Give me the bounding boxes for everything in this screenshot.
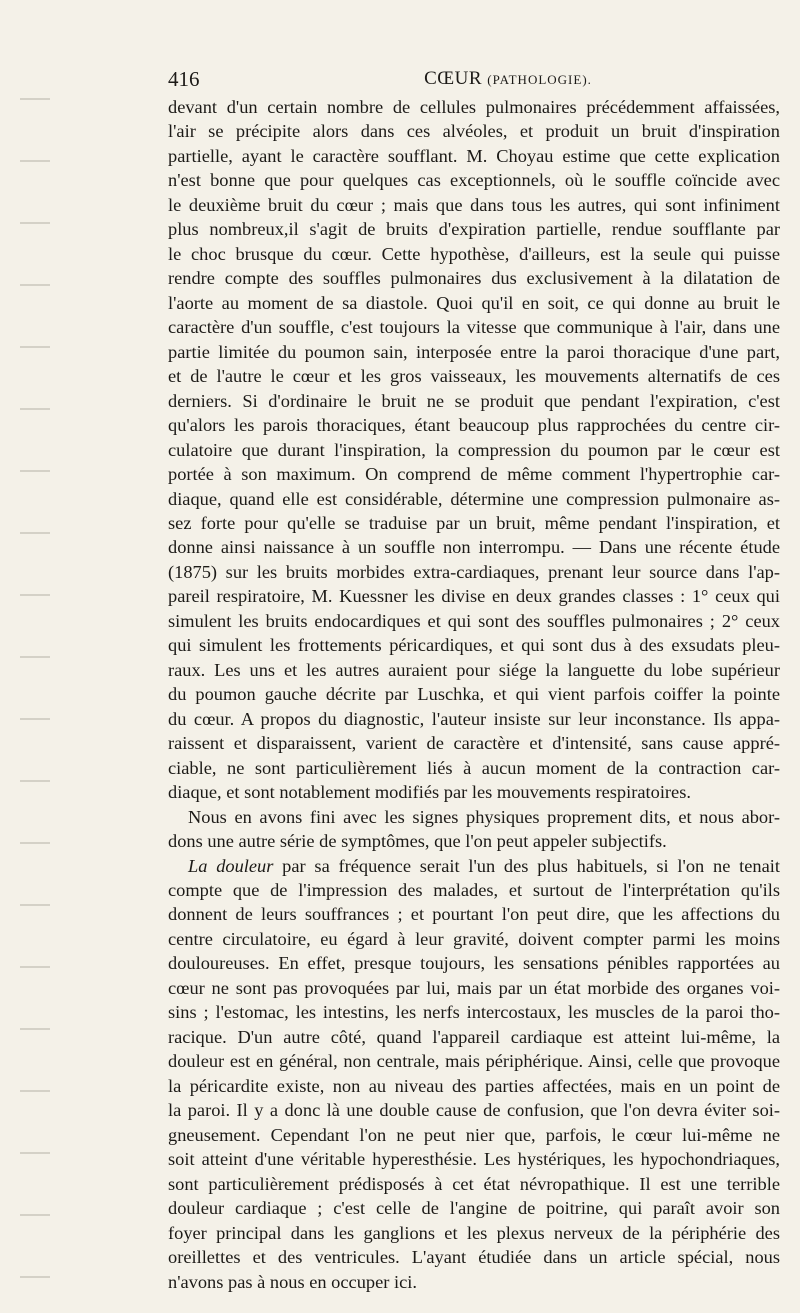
line-text: raissent et disparaissent, varient de caractère et d'intensité, sans cause appré- <box>168 733 780 754</box>
line-text: sins ; l'estomac, les intestins, les nerfs intercostaux, les muscles de la paroi tho- <box>168 1002 780 1023</box>
line-text: ciable, ne sont particulièrement liés à aucun moment de la contraction car- <box>168 757 780 778</box>
line-text: (1875) sur les bruits morbides extra-cardiaques, prenant leur source dans l'ap- <box>168 561 780 582</box>
text-line <box>168 609 780 633</box>
text-line <box>168 1221 780 1245</box>
line-text: diaque, quand elle est considérable, détermine une compression pulmonaire as- <box>168 488 780 509</box>
text-line <box>168 291 780 315</box>
line-text: la péricardite existe, non au niveau des parties affectées, mais en un point de <box>168 1075 780 1096</box>
text-line <box>168 438 780 462</box>
text-line <box>168 707 780 731</box>
text-line <box>168 829 780 853</box>
margin-scan-specks <box>20 60 50 1300</box>
text-line <box>168 1172 780 1196</box>
line-text: derniers. Si d'ordinaire le bruit ne se produit que pendant l'expiration, c'est <box>168 390 780 411</box>
line-text: dons une autre série de symptômes, que l'on peut appeler subjectifs. <box>168 831 667 852</box>
text-line <box>168 1000 780 1024</box>
text-line <box>168 1074 780 1098</box>
text-line <box>168 1049 780 1073</box>
line-text: n'avons pas à nous en occuper ici. <box>168 1271 417 1292</box>
text-line <box>168 1245 780 1269</box>
line-text: foyer principal dans les ganglions et les plexus nerveux de la périphérie des <box>168 1222 780 1243</box>
running-title-subtitle: (PATHOLOGIE). <box>487 72 592 87</box>
text-line <box>168 95 780 119</box>
line-text: compte que de l'impression des malades, et surtout de l'interprétation qu'ils <box>168 880 780 900</box>
line-text: qui simulent les frottements péricardiques, et qui sont dus à des exsudats pleu- <box>168 635 780 656</box>
text-line <box>168 1123 780 1147</box>
line-text: simulent les bruits endocardiques et qui sont des souffles pulmonaires ; 2° ceux <box>168 610 780 631</box>
text-line <box>168 731 780 755</box>
text-line <box>168 805 780 829</box>
text-line <box>168 902 780 926</box>
text-line <box>168 217 780 241</box>
line-text: partielle, ayant le caractère soufflant. M. Choyau estime que cette explication <box>168 145 780 166</box>
text-line <box>168 633 780 657</box>
line-text: soit atteint d'une véritable hyperesthésie. Les hystériques, les hypochondriaques, <box>168 1149 780 1170</box>
line-text: centre circulatoire, eu égard à leur gravité, doivent compter parmi les moins <box>168 928 780 949</box>
line-text: et de l'autre le cœur et les gros vaisseaux, les mouvements alternatifs de ces <box>168 366 780 387</box>
text-line <box>168 658 780 682</box>
line-text: racique. D'un autre côté, quand l'appareil cardiaque est atteint lui-même, la <box>168 1026 780 1047</box>
line-text: caractère d'un souffle, c'est toujours la vitesse que communique à l'air, dans une <box>168 317 780 338</box>
text-line <box>168 854 780 878</box>
text-line <box>168 780 780 804</box>
line-text: rendre compte des souffles pulmonaires dus exclusivement à la dilatation de <box>168 268 780 289</box>
line-text: gneusement. Cependant l'on ne peut nier que, parfois, le cœur lui-même ne <box>168 1124 780 1145</box>
text-line <box>168 1147 780 1171</box>
italic-term: La douleur <box>188 855 274 876</box>
line-text: Nous en avons fini avec les signes physiques proprement dits, et nous abor- <box>188 806 780 827</box>
text-line <box>168 168 780 192</box>
text-line <box>168 487 780 511</box>
line-text: portée à son maximum. On comprend de même comment l'hypertrophie car- <box>168 464 780 485</box>
running-title-main: CŒUR <box>424 68 483 89</box>
line-text: pareil respiratoire, M. Kuessner les divise en deux grandes classes : 1° ceux qui <box>168 586 780 607</box>
text-line <box>168 340 780 364</box>
line-text: culatoire que durant l'inspiration, la compression du poumon par le cœur est <box>168 439 780 460</box>
line-text: devant d'un certain nombre de cellules pulmonaires précédemment affaissées, <box>168 97 780 117</box>
text-line <box>168 535 780 559</box>
line-text: du cœur. A propos du diagnostic, l'auteur insiste sur leur inconstance. Ils appa- <box>168 708 780 729</box>
running-header <box>168 64 780 94</box>
line-text: qu'alors les parois thoraciques, étant beaucoup plus rapprochées du centre cir- <box>168 415 780 436</box>
text-line <box>168 315 780 339</box>
text-line <box>168 1025 780 1049</box>
text-line <box>168 1196 780 1220</box>
line-text: douleur cardiaque ; c'est celle de l'angine de poitrine, qui paraît avoir son <box>168 1198 780 1219</box>
text-line <box>168 951 780 975</box>
line-text: cœur ne sont pas provoquées par lui, mais par un état morbide des organes voi- <box>168 977 780 998</box>
text-line <box>168 976 780 1000</box>
line-text: donne ainsi naissance à un souffle non interrompu. — Dans une récente étude <box>168 537 780 558</box>
line-text: par sa fréquence serait l'un des plus habituels, si l'on ne tenait <box>273 855 780 876</box>
line-text: n'est bonne que pour quelques cas exceptionnels, où le souffle coïncide avec <box>168 170 780 191</box>
line-text: raux. Les uns et les autres auraient pour siége la languette du lobe supérieur <box>168 659 780 680</box>
body-text <box>168 95 780 1294</box>
page-number: 416 <box>168 67 200 91</box>
line-text: diaque, et sont notablement modifiés par les mouvements respiratoires. <box>168 782 691 803</box>
line-text: partie limitée du poumon sain, interposée entre la paroi thoracique d'une part, <box>168 341 780 362</box>
text-line <box>168 364 780 388</box>
text-line <box>168 389 780 413</box>
line-text: du poumon gauche décrite par Luschka, et qui vient parfois coiffer la pointe <box>168 684 780 705</box>
text-line <box>168 511 780 535</box>
line-text: douleur est en général, non centrale, mais périphérique. Ainsi, celle que provoque <box>168 1051 780 1072</box>
line-text: sont particulièrement prédisposés à cet état névropathique. Il est une terrible <box>168 1173 780 1194</box>
text-line <box>168 682 780 706</box>
line-text: l'aorte au moment de sa diastole. Quoi qu'il en soit, ce qui donne au bruit le <box>168 292 780 313</box>
text-line <box>168 462 780 486</box>
line-text: douloureuses. En effet, presque toujours, les sensations pénibles rapportées au <box>168 953 780 974</box>
text-line <box>168 560 780 584</box>
line-text: donnent de leurs souffrances ; et pourtant l'on peut dire, que les affections du <box>168 904 780 925</box>
text-line <box>168 266 780 290</box>
line-text: oreillettes et des ventricules. L'ayant étudiée dans un article spécial, nous <box>168 1247 780 1268</box>
line-text: plus nombreux,il s'agit de bruits d'expiration partielle, rendue soufflante par <box>168 219 780 240</box>
text-line <box>168 927 780 951</box>
text-line <box>168 193 780 217</box>
text-line <box>168 119 780 143</box>
line-text: sez forte pour qu'elle se traduise par un bruit, même pendant l'inspiration, et <box>168 512 780 533</box>
text-line <box>168 756 780 780</box>
text-line <box>168 584 780 608</box>
text-line <box>168 878 780 902</box>
line-text: l'air se précipite alors dans ces alvéoles, et produit un bruit d'inspiration <box>168 121 780 142</box>
text-line <box>168 413 780 437</box>
line-text: la paroi. Il y a donc là une double cause de confusion, que l'on devra éviter soi- <box>168 1100 780 1121</box>
line-text: le choc brusque du cœur. Cette hypothèse, d'ailleurs, est la seule qui puisse <box>168 243 780 264</box>
running-title <box>368 64 648 95</box>
text-line <box>168 1098 780 1122</box>
text-line <box>168 242 780 266</box>
text-line <box>168 144 780 168</box>
line-text: le deuxième bruit du cœur ; mais que dans tous les autres, qui sont infiniment <box>168 194 780 215</box>
text-line <box>168 1270 780 1294</box>
